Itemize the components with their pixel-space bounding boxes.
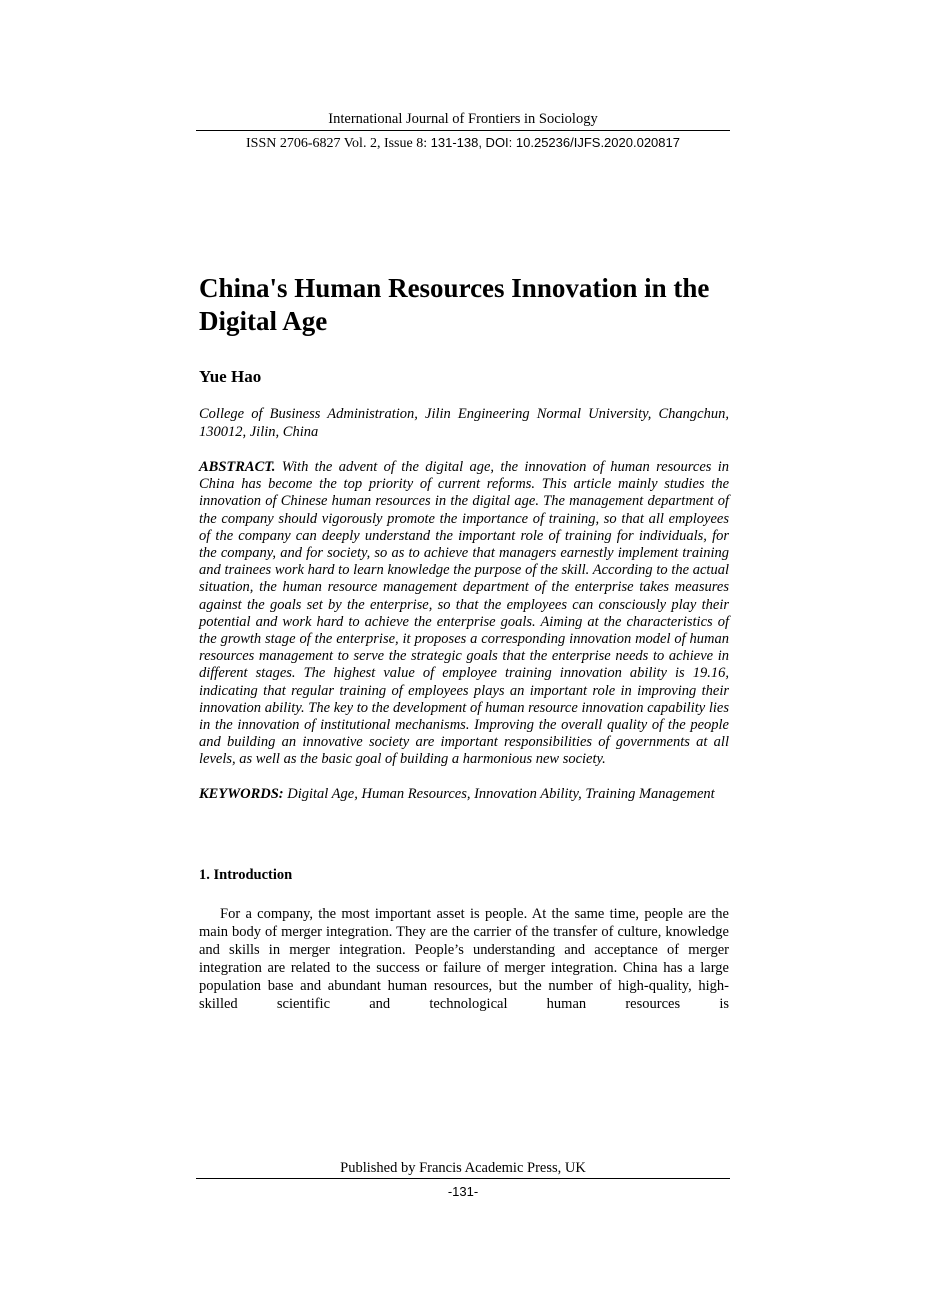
abstract [199,459,729,769]
paper-title: China's Human Resources Innovation in the Digital Age [199,273,710,336]
publisher-line: Published by Francis Academic Press, UK [196,1159,730,1179]
abstract-text: With the advent of the digital age, the innovation of human resources in China has become the top priority of current reforms. This article mainly studies the innovation of Chinese human resources in the digital age. The management department of the company should vigorously promote the importance of training, so that all employees of the company can deeply understand the important role of training for individuals, for the company, and for society, so as to achieve that managers earnestly implement training and trainees work hard to learn knowledge the purpose of the skill. According to the actual situation, the human resource management department of the enterprise takes measures against the goals set by the enterprise, so that the employees can consciously play their potential and work hard to achieve the enterprise goals. Aiming at the characteristics of the growth stage of the enterprise, it proposes a corresponding innovation model of human resources management to serve the strategic goals that the enterprise needs to achieve in different stages. The highest value of employee training innovation ability is 19.16, indicating that regular training of employees plays an important role in improving their innovation ability. The key to the development of human resource innovation capability lies in the innovation of institutional mechanisms. Improving the overall quality of the people and building an innovative society are important responsibilities of governments at all levels, as well as the basic goal of building a harmonious new society. [199,459,729,768]
pages-doi: 131-138, DOI: 10.25236/IJFS.2020.020817 [430,135,680,150]
page-number: -131- [447,1184,479,1199]
abstract-label: ABSTRACT. [199,459,276,475]
journal-name: International Journal of Frontiers in Sociology [196,110,730,131]
author-name: Yue Hao [199,367,262,386]
running-footer [196,1159,730,1200]
issn-volume-issue: ISSN 2706-6827 Vol. 2, Issue 8: [246,136,431,151]
section-heading-introduction: 1. Introduction [199,866,293,883]
article-body [199,272,729,1013]
intro-paragraph: For a company, the most important asset is people. At the same time, people are the main body of merger integration. They are the carrier of the transfer of culture, knowledge and skills in merger integration. People’s understanding and acceptance of merger integration are related to the success or failure of merger integration. China has a large population base and abundant human resources, but the number of high-quality, high-skilled scientific and technological human resources is [199,905,729,1012]
keywords-label: KEYWORDS: [199,785,284,802]
keywords [199,786,729,803]
running-header [196,110,730,153]
issn-line [196,134,730,153]
keywords-text: Digital Age, Human Resources, Innovation Ability, Training Management [283,785,715,802]
author-affiliation: College of Business Administration, Jilin Engineering Normal University, Changchun, 130012, Jilin, China [199,406,729,440]
